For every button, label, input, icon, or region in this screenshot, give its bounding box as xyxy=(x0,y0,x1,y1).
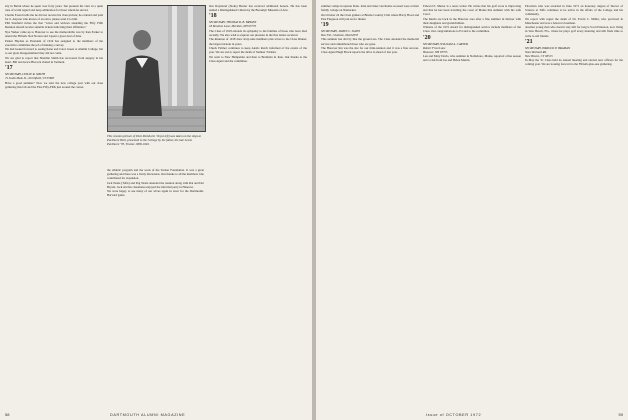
paragraph: Our Raymond (Stoks) Bexter has received additional honors. He has been named a Distinguished Citizen by the Brooklyn Museum of Arts. xyxy=(209,4,307,13)
paragraph: the athletic program and the work of the Tucker Foundation. It was a great gathering and there was a lively discussion. Our thanks to all the members who contributed for expansion. xyxy=(107,168,204,181)
paragraph: Parker Hayden as President of 1916 has assigned to the members of the executive committee the job of making a survey. xyxy=(5,38,103,47)
page-number: 59 xyxy=(618,412,623,417)
secretary-address: SECRETARY, JAMES C. DAVIS Box 332, Chatham, MA 02633 xyxy=(321,28,360,37)
class-year-heading: '18 xyxy=(209,13,217,20)
class-year-heading: '20 xyxy=(423,34,431,41)
right-column-3 xyxy=(525,4,623,409)
paragraph: This summer has slid by like the ground sea. The Class attended the memorial service and remembered those who are gone. xyxy=(321,37,419,46)
paragraph: Len and Mary Davis, who summer in Nobleboro, Maine, reported a fine season and a visit from Joe and Helen Mastin. xyxy=(423,54,521,63)
paragraph: In May the '21 Class held its annual meeting and elected new officers for the coming year. We are looking forward to the Fiftieth-plus-one gathering. xyxy=(525,58,623,67)
paragraph: sity in Beirut where he spent over forty years. Ten presents his view in a quiet tone of warm regard and deep admiration for those whom he served. xyxy=(5,4,103,13)
paragraph: Chuck Palmer continues to keep Alexis Rotch informed of the events of the year. We are sad to report the death of Sumner Trickler. xyxy=(209,46,307,55)
reunion-photo xyxy=(107,5,206,132)
paragraph: The Hanover Inn was the site for our mini-reunion and it was a fine success. Class Agent Hugh Brock reports the drive is ahead of last year. xyxy=(321,46,419,55)
paragraph: Edward E. Marter is a news writer. He writes that his golf score is improving and that he has been traveling the coast of Maine this summer with his wife Carol. xyxy=(423,4,521,17)
paragraph: On October 24 the Class gathers at Bruins Country Club where Harry Hood and Pete Furgeson will join us for dinner. xyxy=(321,12,419,21)
paragraph: summer camps in upstate Penn. John and Janet van Raalte as usual were at their family cottage on Nantucket. xyxy=(321,4,419,13)
paragraph: Jack Neale (Tufts) and Peg Neale attended the reunion along with Rat and Dot Bryant. Jack and his classmates enjoyed the informal party in Hanover. xyxy=(107,180,204,189)
running-footer: DARTMOUTH ALUMNI MAGAZINE xyxy=(110,413,186,417)
left-column-3 xyxy=(209,4,307,409)
photo-caption: This reunion picture of Dick Parkhurst '16 (at left) was taken on the steps at Parkhurst Hall, presented to the College by his father, the late Lewis Parkhurst '78, Trustee 1908-1949. xyxy=(107,134,202,146)
paragraph: We report with regret the death of Dr. Erwin C. Miller, who practiced in Manchester and was a beloved classmate. xyxy=(525,16,623,25)
class-year-heading: '17 xyxy=(5,65,13,72)
right-column-1 xyxy=(321,4,419,409)
paragraph: Phil Stanfield writes me that "wives and widows attending the Fifty Fifth Reunion should receive suitable tickets indicating their affiliation." xyxy=(5,21,103,30)
secretary-address: SECRETARY, LESLIE R. SMITH 72 South Main St., Northfield, VT 05663 xyxy=(5,72,55,81)
paragraph: We had looked forward to seeing Kane and Carol Green at Alumni College, but to our great disappointment they did not come. xyxy=(5,47,103,56)
paragraph: Charlie Everett tells me he did not receive his class picture; he ordered and paid for it. Anyone who knows of an extra, please send it to him. xyxy=(5,12,103,21)
secretary-address: SECRETARY, THOMAS R. B. BRYANT 18 Moulton Lane, Meriden, NH 03770 xyxy=(209,20,257,29)
class-year-heading: '21 xyxy=(525,38,533,45)
left-column-1 xyxy=(5,4,103,409)
page-number: 58 xyxy=(5,412,10,417)
right-column-2 xyxy=(423,4,521,409)
running-footer: Issue of OCTOBER 1972 xyxy=(426,413,482,417)
paragraph: Nye Yurker came up to Hanover to see the memorabilia was by Ken Parker to attend the Fiftieth. Ned Norton and I spent a great deal of time. xyxy=(5,30,103,39)
paragraph: Plowman who was awarded in June 1971 an honorary degree of Doctor of Science at Tufts continues to be active in the affairs of the College and his community. xyxy=(525,4,623,17)
paragraph: The Reunion of 1918 drew sixty-nine members plus wives to the Class Dinner, the largest turnout in years. xyxy=(209,37,307,46)
class-year-heading: '19 xyxy=(321,21,329,28)
left-column-2 xyxy=(107,168,204,408)
paragraph: We are glad to report that Shermie Smith has recovered from surgery in his heart. Bill and Grace Hiscock visited in Vermont. xyxy=(5,56,103,65)
paragraph: Another young man who doesn't stay still for long is Scott Emerson, now living in Vero Beach, Fla., where he plays golf every morning and still finds time to write to old friends. xyxy=(525,25,623,38)
paragraph: We went to New Hampshire and then to Bermuda in June. Our thanks to the Class Agent and the committee. xyxy=(209,54,307,63)
paragraph: Have a good summer? Now we start the new college year with our class gathering this fall and the Fine Fifty-Fifth just around the corner. xyxy=(5,80,103,89)
secretary-address: SECRETARY, WILLIAM A. CARTER Robert Frost Lane Hanover, NH 03755 xyxy=(423,41,468,54)
right-page xyxy=(316,0,628,420)
paragraph: The Class of 1918 extends its sympathy to the families of those who have died recently. We also wish to express our pleasure in the fine letters received. xyxy=(209,28,307,37)
paragraph: The Rands are back in the Hanover area after a fine summer in Denver with their daughters and grandchildren. xyxy=(423,16,521,25)
secretary-address: SECRETARY, HAROLD P. BRAMAN None Richard Rd. New Haven, CT 06515 xyxy=(525,45,570,58)
paragraph: Winners of the 1972 Award for distinguished service include members of the Class. Our congratulations to Ed and to the committee. xyxy=(423,25,521,34)
paragraph: We were happy to see many of our wives again in town for the Dartmouth-Harvard game. xyxy=(107,189,204,198)
left-page xyxy=(0,0,312,420)
